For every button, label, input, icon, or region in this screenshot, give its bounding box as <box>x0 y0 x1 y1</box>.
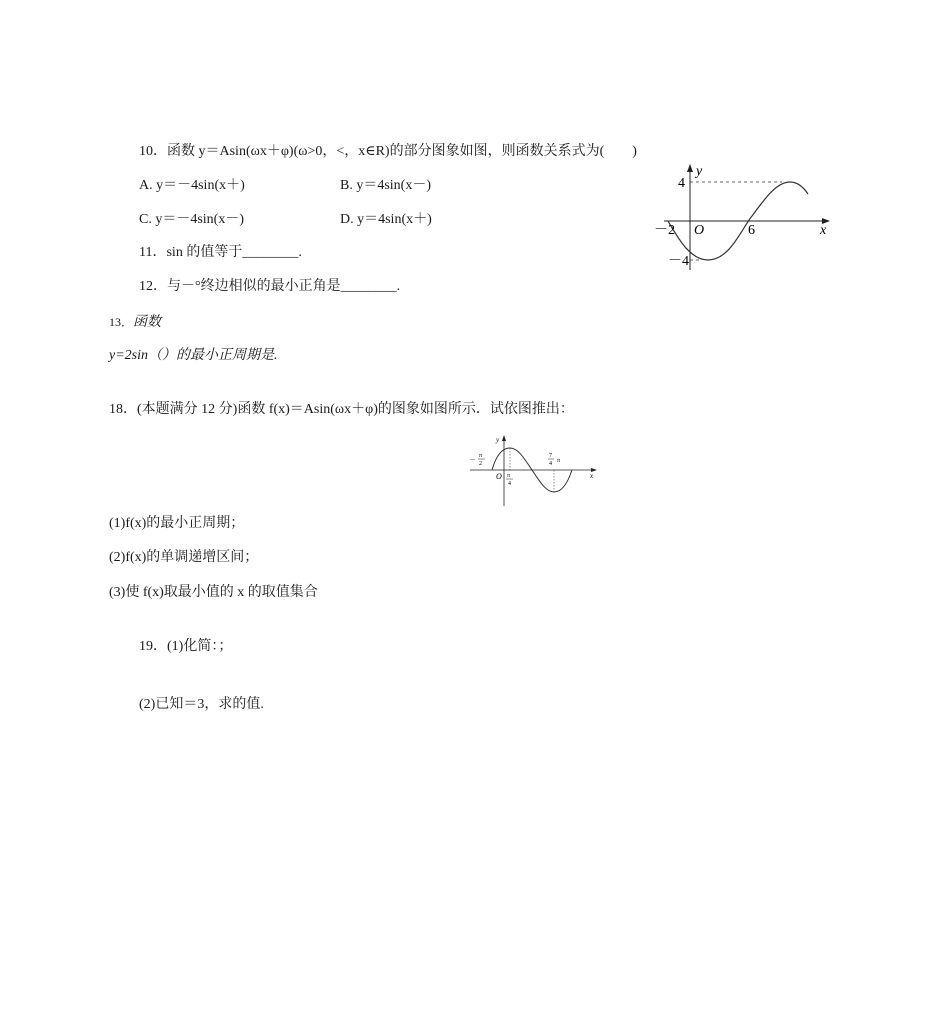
q10-option-d: D. y＝4sin(x＋) <box>340 212 432 227</box>
q13-label: 函数 <box>133 315 162 330</box>
q19-part1: 19．(1)化简：； <box>139 639 233 654</box>
q18-right-suffix: π <box>557 458 561 464</box>
q10-tick-4: 4 <box>678 176 685 191</box>
q18-part3: (3)使 f(x)取最小值的 x 的取值集合 <box>109 585 318 600</box>
q11-text: 11．sin 的值等于________. <box>139 245 302 260</box>
q10-x-label: x <box>820 223 827 238</box>
q18-origin-label: O <box>496 472 502 481</box>
q18-left-sign: － <box>469 456 476 464</box>
q18-left-den: 2 <box>479 461 482 467</box>
q18-mid-den: 4 <box>508 481 511 487</box>
q18-graph <box>466 432 602 510</box>
q18-left-num: π <box>479 453 483 459</box>
q13-number: 13． <box>109 315 134 329</box>
q18-right-den: 4 <box>549 461 552 467</box>
q13-heading <box>109 313 161 332</box>
q10-option-a: A. y＝－4sin(x＋) <box>139 178 245 193</box>
q10-tick-neg2: －2 <box>654 223 675 238</box>
q10-y-arrow <box>687 164 693 172</box>
q13-body: y=2sin（）的最小正周期是. <box>109 348 278 363</box>
q18-part2: (2)f(x)的单调递增区间； <box>109 550 259 565</box>
q10-option-b: B. y＝4sin(x－) <box>340 178 431 193</box>
q10-origin-label: O <box>694 223 705 238</box>
q12-text: 12．与－°终边相似的最小正角是________. <box>139 279 401 294</box>
q10-graph <box>652 158 837 276</box>
q10-option-c: C. y＝－4sin(x－) <box>139 212 244 227</box>
q10-stem: 10．函数 y＝Asin(ωx＋φ)(ω>0，<，x∈R)的部分图象如图，则函数关系式为( ) <box>139 144 637 159</box>
q18-part1: (1)f(x)的最小正周期； <box>109 516 245 531</box>
q18-mid-num: π <box>507 473 511 479</box>
q10-tick-neg4: －4 <box>668 254 689 269</box>
q18-stem: 18．(本题满分 12 分)函数 f(x)＝Asin(ωx＋φ)的图象如图所示．试依图推出： <box>109 402 574 417</box>
q10-y-label: y <box>696 164 703 179</box>
q18-x-label: x <box>590 472 594 480</box>
q19-part2: (2)已知＝3，求的值. <box>139 697 264 712</box>
q18-y-label: y <box>496 436 500 444</box>
q18-right-num: 7 <box>549 453 552 459</box>
q10-tick-6: 6 <box>748 223 755 238</box>
q18-y-arrow <box>502 435 506 441</box>
